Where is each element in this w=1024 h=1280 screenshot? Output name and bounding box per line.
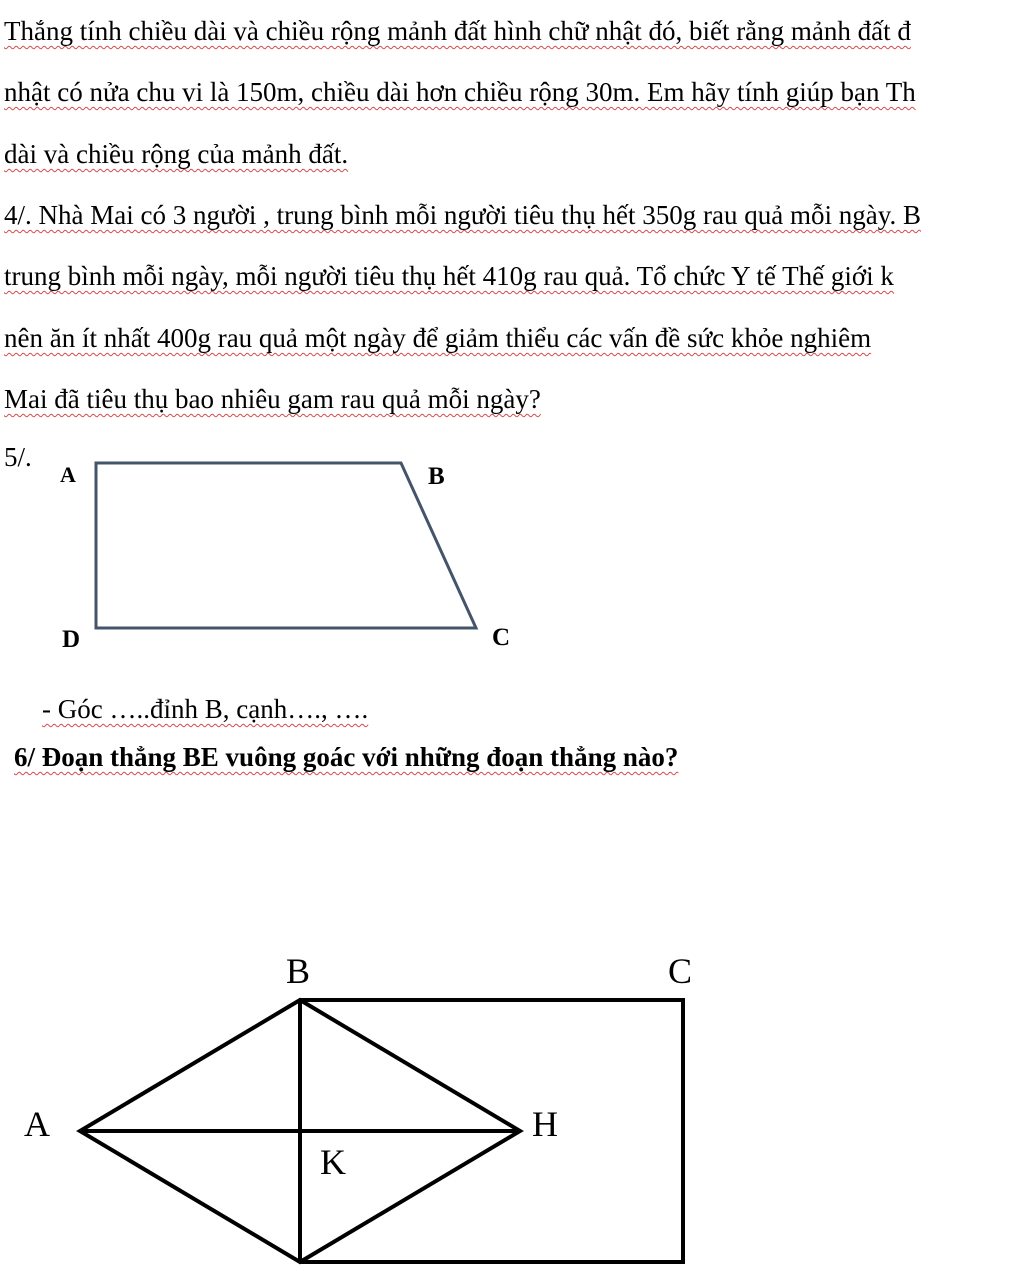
vertex-label-c-fig6: C: [668, 951, 693, 991]
vertex-label-b: B: [428, 463, 445, 490]
question-5-label: 5/.: [4, 442, 32, 472]
question-5-answer-line: - Góc …..đỉnh B, cạnh…., ….: [42, 694, 369, 724]
question-6-text: 6/ Đoạn thẳng BE vuông goác với những đoạn thẳng nào?: [14, 742, 679, 772]
text-line-7: Mai đã tiêu thụ bao nhiêu gam rau quả mỗi ngày?: [4, 384, 541, 414]
vertex-label-c: C: [492, 624, 511, 651]
text-line-3: dài và chiều rộng của mảnh đất.: [4, 139, 349, 169]
vertex-label-a: A: [60, 462, 76, 487]
text-line-6: nên ăn ít nhất 400g rau quả một ngày để giảm thiểu các vấn đề sức khỏe nghiêm: [4, 323, 872, 353]
vertex-label-h-fig6: H: [532, 1104, 558, 1144]
text-line-5: trung bình mỗi ngày, mỗi người tiêu thụ hết 410g rau quả. Tổ chức Y tế Thế giới k: [4, 261, 894, 291]
vertex-label-k-fig6: K: [320, 1142, 346, 1182]
text-line-4: 4/. Nhà Mai có 3 người , trung bình mỗi người tiêu thụ hết 350g rau quả mỗi ngày. B: [4, 200, 921, 230]
vertex-label-b-fig6: B: [286, 951, 311, 991]
vertex-label-d: D: [62, 626, 81, 653]
vertex-label-a-fig6: A: [24, 1104, 50, 1144]
text-line-2: nhật có nửa chu vi là 150m, chiều dài hơn chiều rộng 30m. Em hãy tính giúp bạn Th: [4, 77, 916, 107]
text-line-1: Thắng tính chiều dài và chiều rộng mảnh đất hình chữ nhật đó, biết rằng mảnh đất đ: [4, 16, 911, 46]
